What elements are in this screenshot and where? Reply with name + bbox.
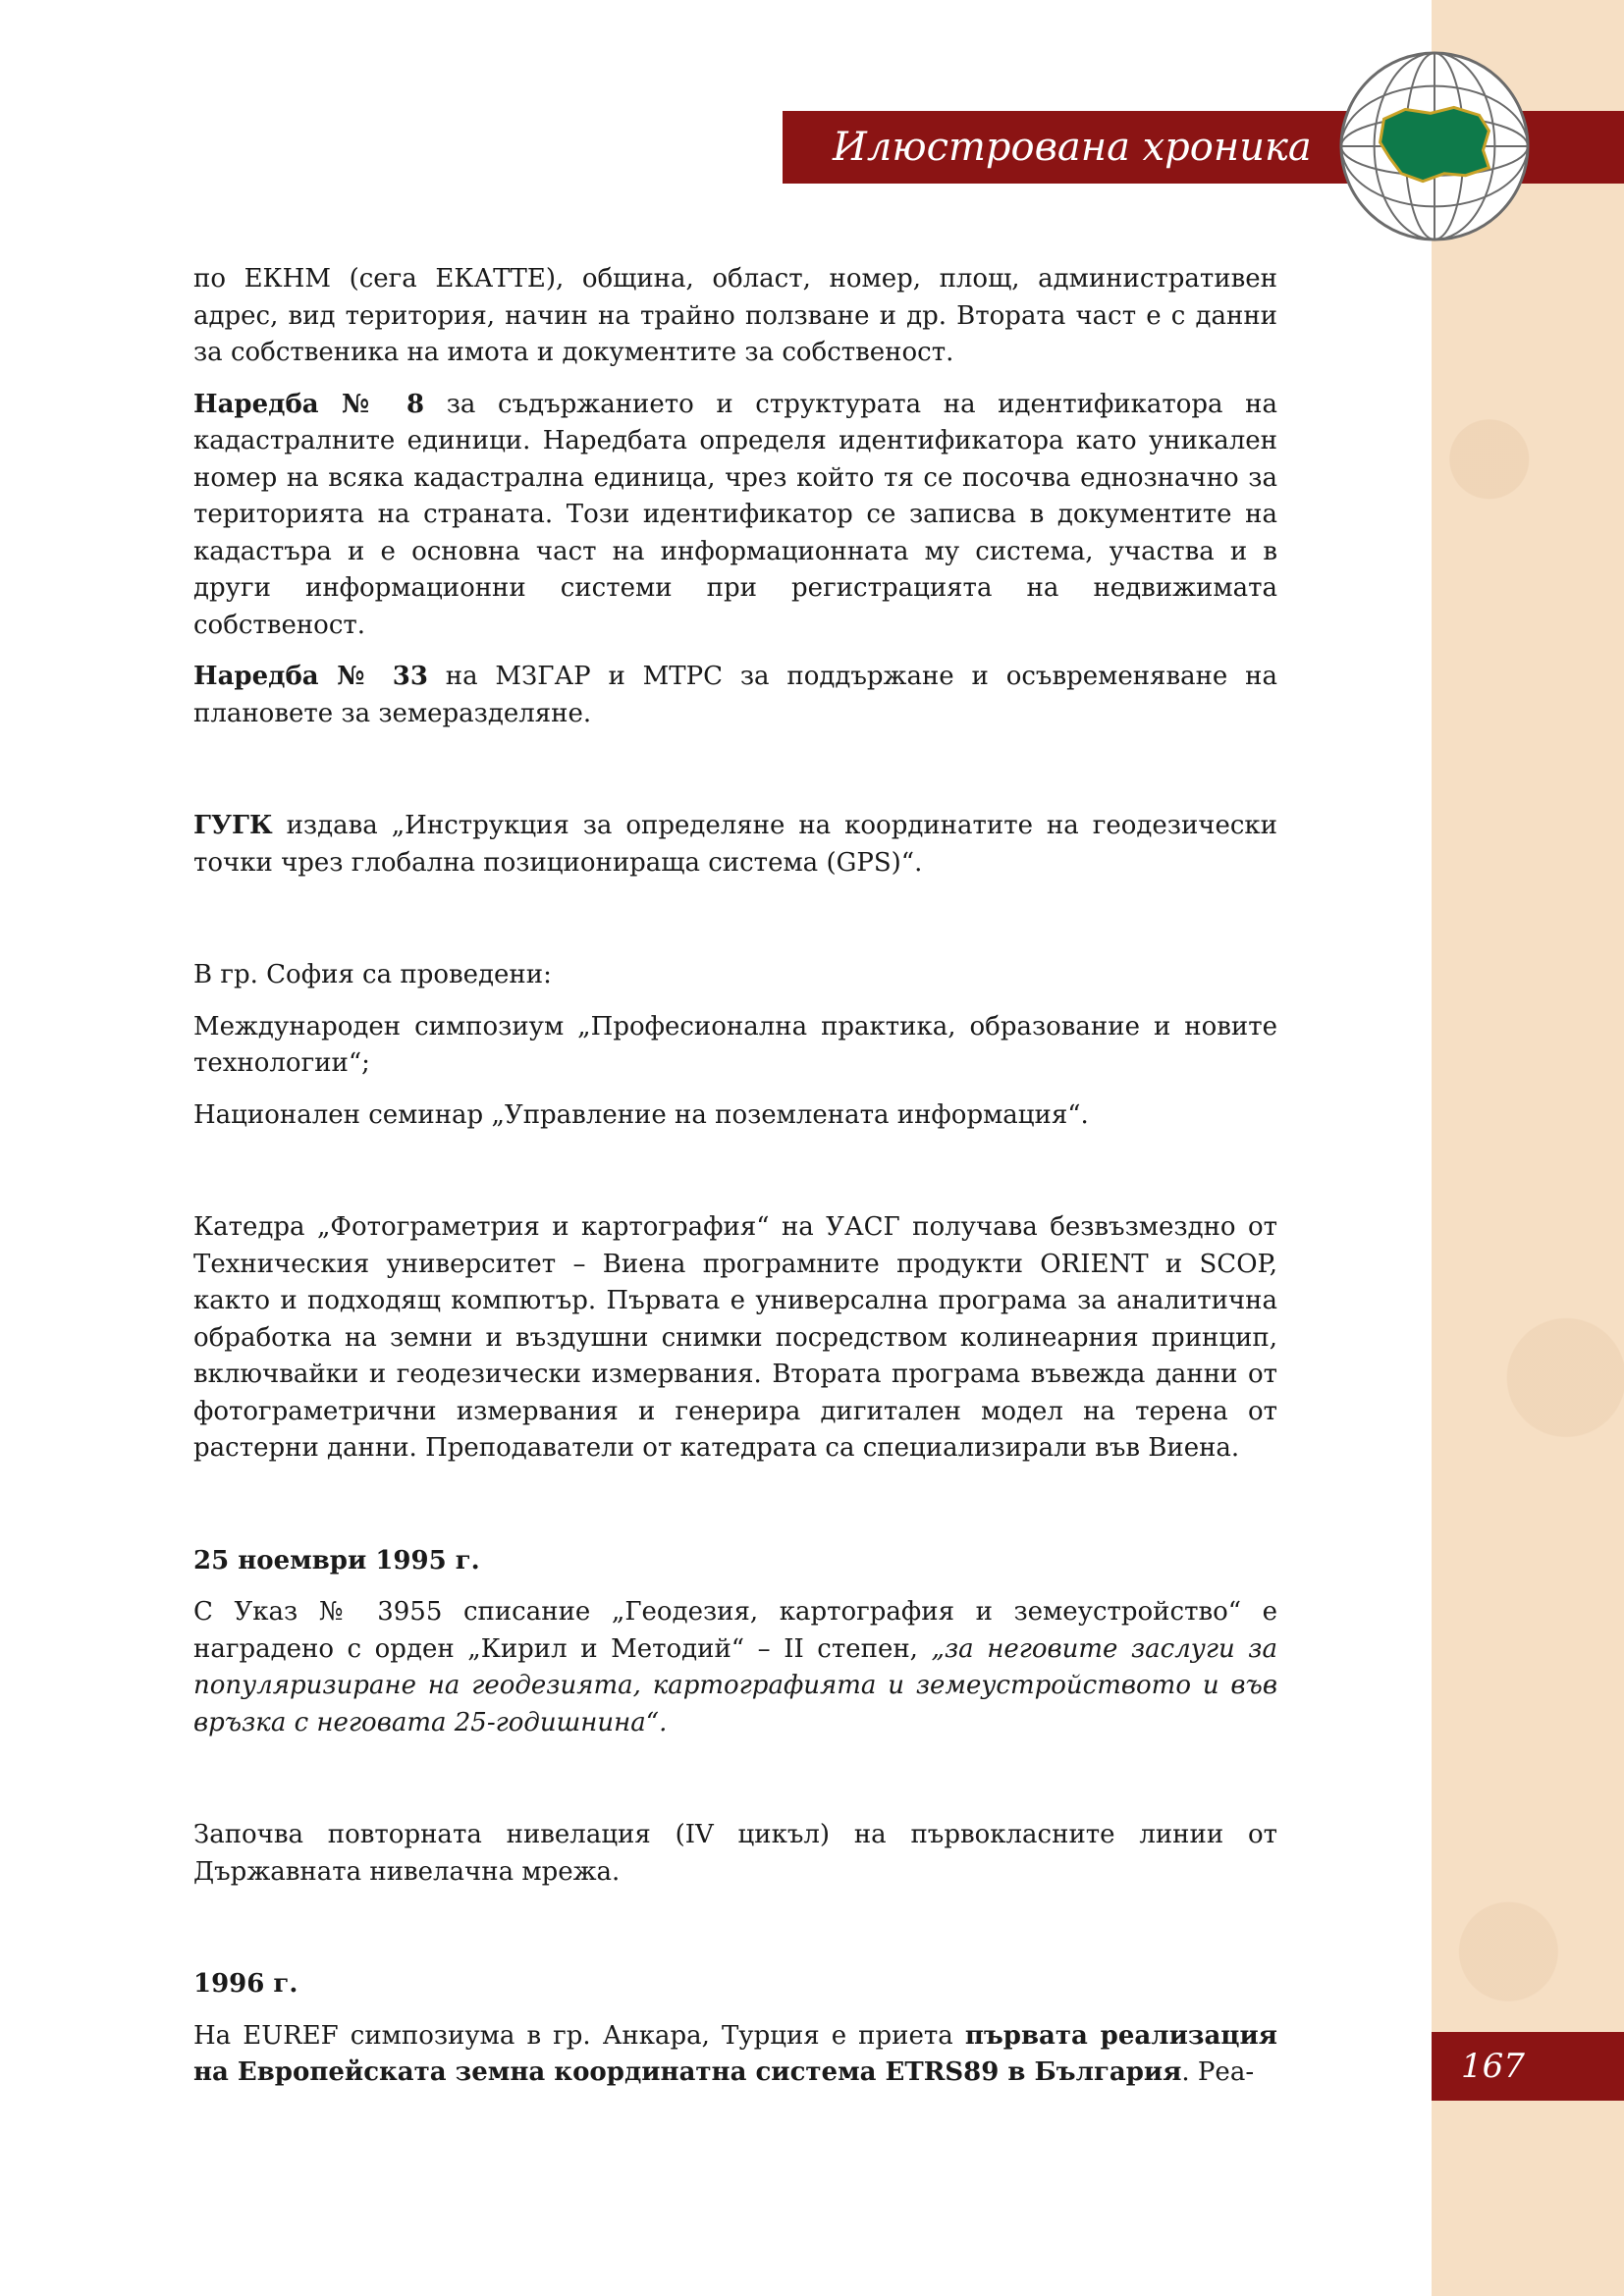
paragraph: по ЕКНМ (сега ЕКАТТЕ), община, област, номер, площ, административен адрес, вид територия, начин на трайно ползване и др. Втората част е с данни за собственика на имота и документите за собственост. [193,264,1277,367]
bold-term: Наредба № 33 [193,662,428,691]
date-heading: 1996 г. [193,1969,298,1999]
bold-term: Наредба № 8 [193,389,425,419]
running-header-title: Илюстрована хроника [833,125,1312,170]
globe-logo-icon [1337,49,1532,243]
paragraph: Започва повторната нивелация (IV цикъл) на първокласните линии от Държавната нивелачна мрежа. [193,1820,1277,1887]
paragraph: Катедра „Фотограметрия и картография“ на УАСГ получава безвъзмездно от Техническия университет – Виена програмните продукти ORIENT и SCOP, както и подходящ компютър. Първата е универсална програма за аналитична обработка на земни и въздушни снимки посредством колинеарния принцип, включвайки и геодезически измервания. Втората програма въвежда данни от фотограметрични измервания и генерира дигитален модел на терена от растерни данни. Преподаватели от катедрата са специализирали във Виена. [193,1212,1277,1463]
page-number: 167 [1461,2047,1525,2086]
paragraph: В гр. София са проведени: [193,960,552,989]
main-content [193,261,1277,2092]
decorative-sidebar [1432,0,1624,2296]
paragraph: Международен симпозиум „Професионална практика, образование и новите технологии“; [193,1011,1277,1078]
paragraph: На EUREF симпозиума в гр. Анкара, Турция е приета първата реализация на Европейската земна координатна система ETRS89 в България. Реа- [193,2020,1277,2087]
paragraph: Национален семинар „Управление на поземлената информация“. [193,1099,1089,1130]
bold-term: ГУГК [193,811,273,840]
paragraph: Наредба № 8 за съдържанието и структурата на идентификатора на кадастралните единици. Наредбата определя идентификатора като уникален номер на всяка кадастрална единица, чрез който тя се посочва еднозначно за територията на страната. Този идентификатор се записва в документите на кадастъра и е основна част на информационната му система, участва и в други информационни системи при регистрацията на недвижимата собственост. [193,389,1277,640]
paragraph: ГУГК издава „Инструкция за определяне на координатите на геодезически точки чрез глобална позиционираща система (GPS)“. [193,811,1277,878]
paragraph: Наредба № 33 на МЗГАР и МТРС за поддържане и осъвременяване на плановете за земеразделяне. [193,662,1277,728]
bold-term: първата реализация на Европейската земна координатна система ETRS89 в България [193,2020,1277,2087]
italic-quote: „за неговите заслуги за популяризиране на геодезията, картографията и земеустройството и във връзка с неговата 25-годишнина“. [193,1633,1277,1737]
date-heading: 25 ноември 1995 г. [193,1545,480,1575]
paragraph: С Указ № 3955 списание „Геодезия, картография и земеустройство“ е наградено с орден „Кирил и Методий“ – II степен, „за неговите заслуги за популяризиране на геодезията, картографията и земеустройството и във връзка с неговата 25-годишнина“. [193,1597,1277,1737]
